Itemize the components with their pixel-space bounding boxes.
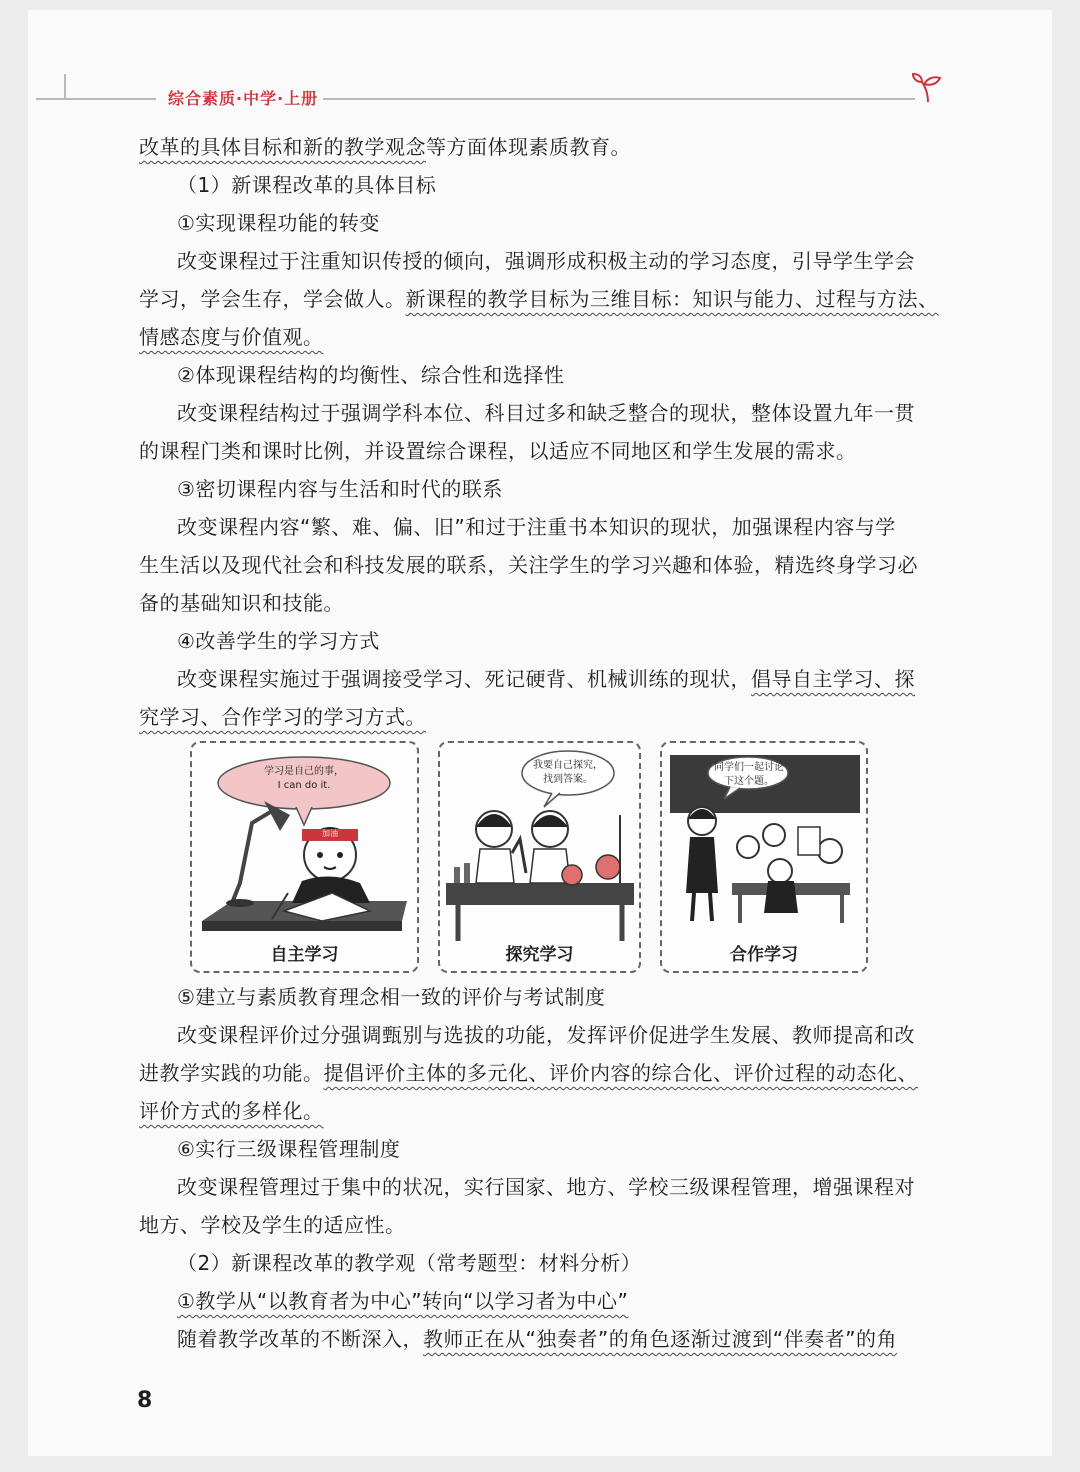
text-line xyxy=(139,1206,406,1244)
running-header: 综合素质·中学·上册 xyxy=(168,89,319,108)
text-line xyxy=(177,1282,628,1320)
caption-self-study: 自主学习 xyxy=(270,945,339,965)
text-line xyxy=(139,546,918,584)
text-segment: 的课程门类和课时比例，并设置综合课程，以适应不同地区和学生发展的需求。 xyxy=(139,439,857,463)
text-segment: 改变课程评价过分强调甄别与选拔的功能，发挥评价促进学生发展、教师提高和改 xyxy=(177,1023,915,1047)
text-line xyxy=(139,318,324,356)
header-corner-rule xyxy=(64,74,66,100)
text-line xyxy=(177,508,896,546)
text-segment: （2）新课程改革的教学观（常考题型：材料分析） xyxy=(177,1251,642,1275)
text-segment: 改变课程内容“繁、难、偏、旧”和过于注重书本知识的现状，加强课程内容与学 xyxy=(177,515,896,539)
bubble-line-2: 下这个题。 xyxy=(724,776,774,787)
text-line xyxy=(177,242,915,280)
text-line xyxy=(177,1320,897,1358)
text-segment: ⑤建立与素质教育理念相一致的评价与考试制度 xyxy=(177,985,606,1009)
text-segment: ④改善学生的学习方式 xyxy=(177,629,380,653)
bubble-line-1: 我要自己探究， xyxy=(533,760,603,771)
text-segment: 改变课程管理过于集中的状况，实行国家、地方、学校三级课程管理，增强课程对 xyxy=(177,1175,915,1199)
text-segment: ③密切课程内容与生活和时代的联系 xyxy=(177,477,503,501)
headband-text: 加油 xyxy=(322,829,338,838)
key-point-underlined: 评价方式的多样化。 xyxy=(139,1099,324,1123)
bubble-line-2: I can do it. xyxy=(277,780,331,791)
header-rule-right xyxy=(323,98,915,100)
bubble-line-1: 同学们一起讨论 xyxy=(714,762,784,773)
caption-cooperative-study: 合作学习 xyxy=(730,945,798,965)
text-segment: 改变课程过于注重知识传授的倾向，强调形成积极主动的学习态度，引导学生学会 xyxy=(177,249,915,273)
text-segment: ①实现课程功能的转变 xyxy=(177,211,380,235)
self-study-bubble xyxy=(242,765,366,793)
key-point-underlined: 教师正在从“独奏者”的角色逐渐过渡到“伴奏者”的角 xyxy=(423,1327,897,1351)
text-line xyxy=(139,432,857,470)
text-line xyxy=(139,128,631,166)
text-segment: 改变课程结构过于强调学科本位、科目过多和缺乏整合的现状，整体设置九年一贯 xyxy=(177,401,915,425)
text-segment: 改变课程实施过于强调接受学习、死记硬背、机械训练的现状， xyxy=(177,667,751,691)
cooperative-study-bubble xyxy=(712,761,786,789)
illustration-inquiry-study xyxy=(438,741,641,973)
text-segment: ⑥实行三级课程管理制度 xyxy=(177,1137,401,1161)
key-point-underlined: ①教学从“以教育者为中心”转向“以学习者为中心” xyxy=(177,1289,629,1313)
text-line xyxy=(177,1016,915,1054)
text-segment: 进教学实践的功能。 xyxy=(139,1061,324,1085)
text-line xyxy=(177,1244,641,1282)
text-segment: 地方、学校及学生的适应性。 xyxy=(139,1213,406,1237)
key-point-underlined: 倡导自主学习、探 xyxy=(751,667,915,691)
text-line xyxy=(177,356,564,394)
text-line xyxy=(139,584,344,622)
text-line xyxy=(139,1092,324,1130)
text-line xyxy=(177,978,605,1016)
text-segment: 等方面体现素质教育。 xyxy=(426,135,631,159)
key-point-underlined: 新课程的教学目标为三维目标：知识与能力、过程与方法、 xyxy=(405,287,939,311)
key-point-underlined: 提倡评价主体的多元化、评价内容的综合化、评价过程的动态化、 xyxy=(323,1061,918,1085)
illustration-self-study xyxy=(190,741,419,973)
sprout-icon xyxy=(910,70,946,104)
text-line xyxy=(177,1168,915,1206)
key-point-underlined: 改革的具体目标和新的教学观念 xyxy=(139,135,426,159)
caption-inquiry-study: 探究学习 xyxy=(505,945,574,965)
text-segment: 学习，学会生存，学会做人。 xyxy=(139,287,406,311)
text-line xyxy=(177,166,436,204)
key-point-underlined: 情感态度与价值观。 xyxy=(139,325,324,349)
text-line xyxy=(177,660,915,698)
text-line xyxy=(177,394,915,432)
text-segment: 生生活以及现代社会和科技发展的联系，关注学生的学习兴趣和体验，精选终身学习必 xyxy=(139,553,918,577)
text-line xyxy=(177,1130,400,1168)
page-number: 8 xyxy=(137,1388,153,1413)
key-point-underlined: 究学习、合作学习的学习方式。 xyxy=(139,705,426,729)
text-segment: （1）新课程改革的具体目标 xyxy=(177,173,437,197)
text-line xyxy=(177,204,380,242)
text-segment: 备的基础知识和技能。 xyxy=(139,591,344,615)
inquiry-study-bubble xyxy=(528,759,608,787)
text-line xyxy=(139,1054,918,1092)
text-segment: ②体现课程结构的均衡性、综合性和选择性 xyxy=(177,363,565,387)
text-line xyxy=(177,470,503,508)
header-rule-left xyxy=(36,98,156,100)
text-line xyxy=(139,280,939,318)
text-line xyxy=(139,698,426,736)
text-segment: 随着教学改革的不断深入， xyxy=(177,1327,423,1351)
illustration-cooperative-study xyxy=(660,741,868,973)
text-line xyxy=(177,622,380,660)
bubble-line-2: 找到答案。 xyxy=(543,774,593,785)
bubble-line-1: 学习是自己的事， xyxy=(264,766,344,777)
